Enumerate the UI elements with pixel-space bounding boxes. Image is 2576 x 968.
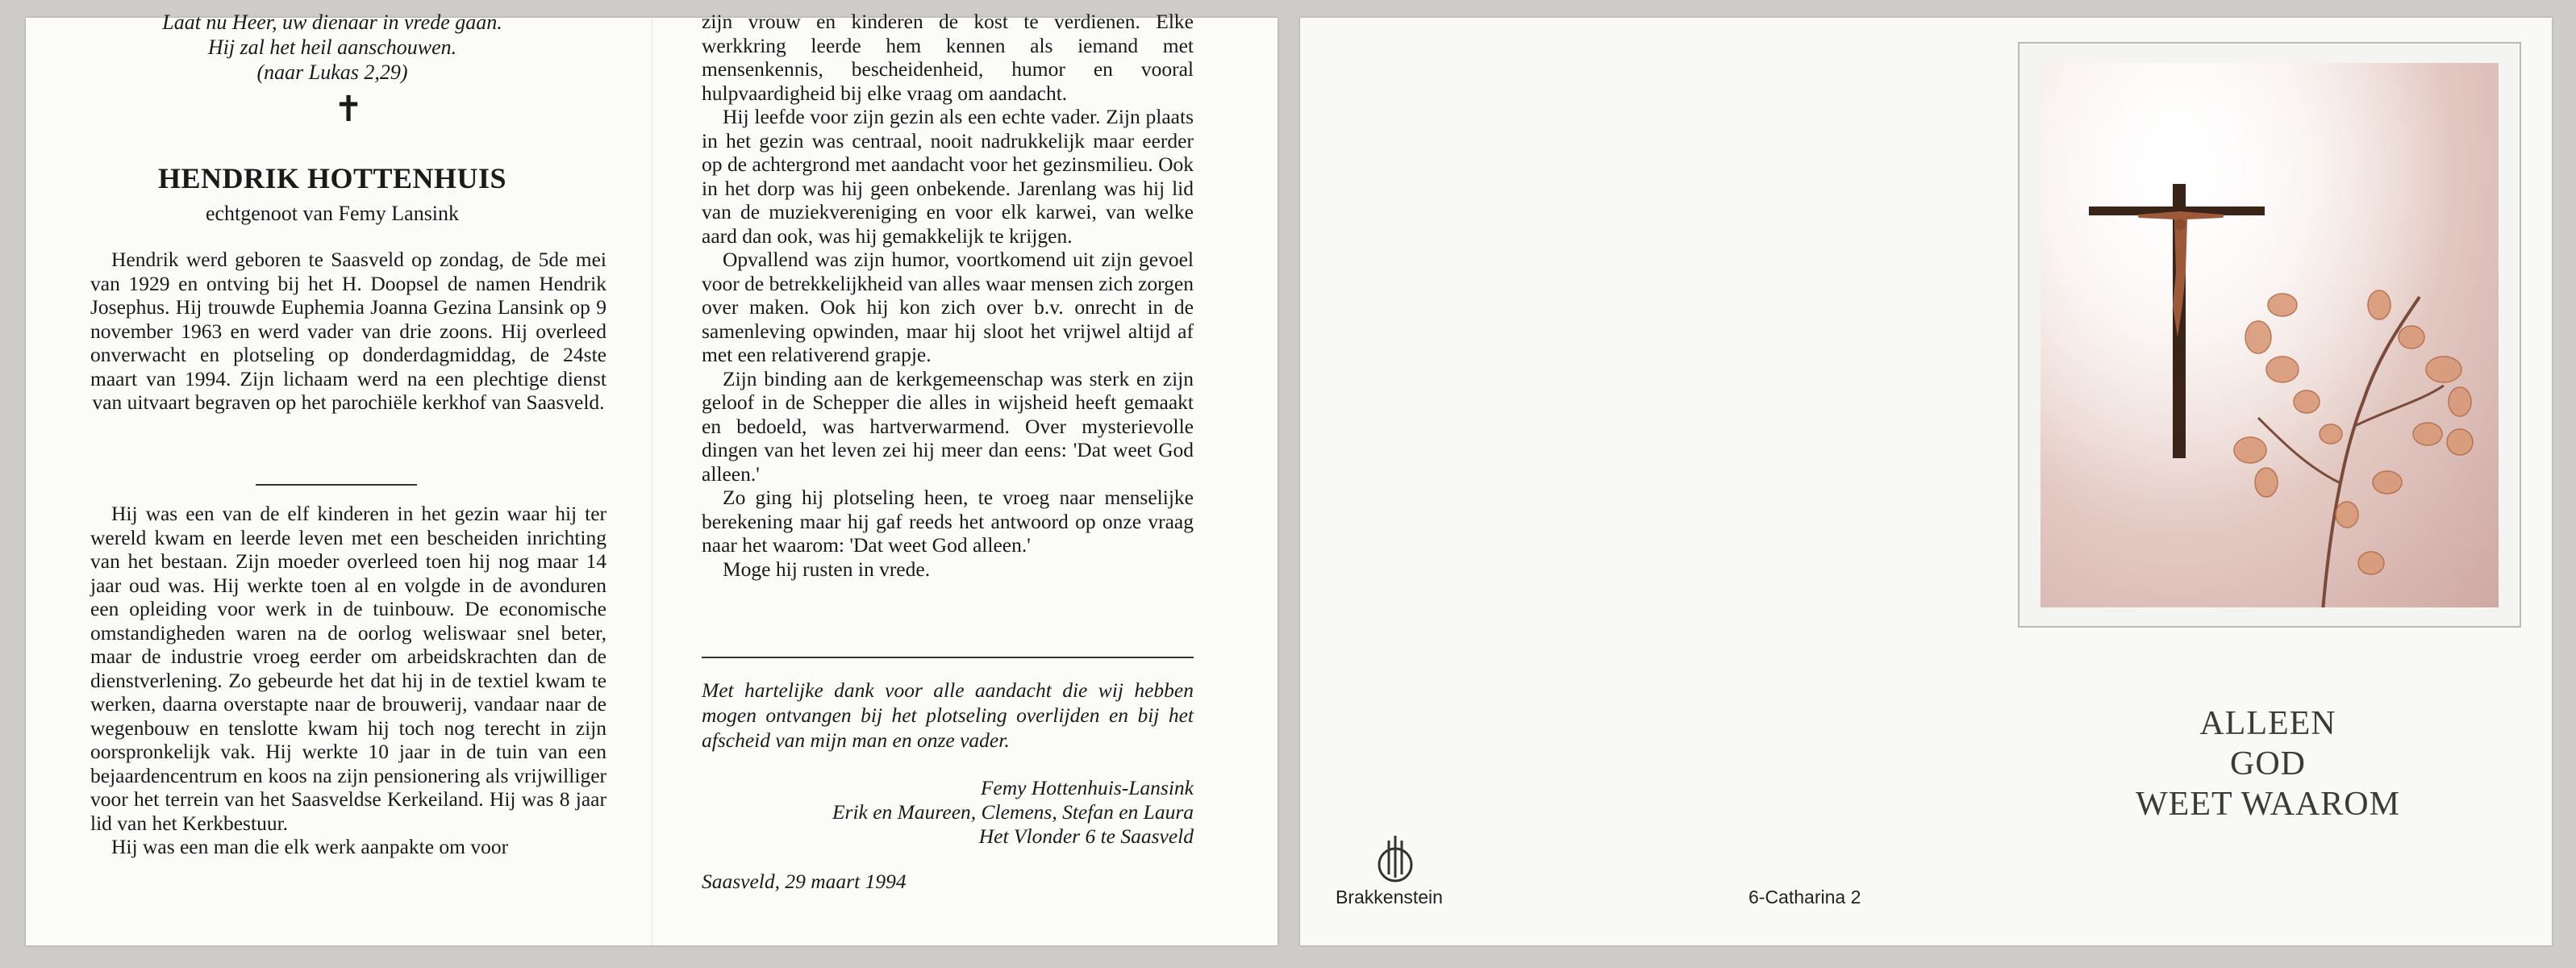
cross-icon: ✝ (333, 90, 364, 129)
biography-text: Hendrik werd geboren te Saasveld op zondag, de 5de mei van 1929 en ontving bij het H. Doopsel de namen Hendrik Josephus. Hij trouwde Euphemia Joanna Gezina Lansink op 9 november 1963 en werd vader van drie zoons. Hij overleed onverwacht en plotseling op donderdagmiddag, de 24ste maart van 1994. Zijn lichaam werd na een plechtige dienst van uitvaart begraven op het parochiële kerkhof van Saasveld. (90, 248, 606, 414)
spouse-line: echtgenoot van Femy Lansink (205, 202, 460, 225)
scripture-quote (90, 10, 574, 85)
card-code: 6-Catharina 2 (1749, 887, 1861, 908)
family-signature (702, 776, 1194, 849)
signature-address: Het Vlonder 6 te Saasveld (978, 824, 1194, 848)
deceased-name: HENDRIK HOTTENHUIS (157, 162, 507, 194)
quote-line-2: Hij zal het heil aanschouwen. (207, 35, 457, 59)
crucifix-photo (2040, 63, 2499, 607)
life-story-paragraph-1: Hij was een van de elf kinderen in het gezin waar hij ter wereld kwam en leerde leven met een bescheiden inrichting van het bestaan. Zijn moeder overleed toen hij nog maar 14 jaar oud was. Hij werkte toen al en volgde in de avonduren een opleiding voor werk in de tuinbouw. De economische omstandigheden waren na de oorlog weliswaar snel beter, maar de industrie vroeg eerder om arbeidskrachten dan de dienstverlening. Zo gebeurde het dat hij in de textiel kwam te werken, daarna overstapte naar de brouwerij, vandaar naar de wegenbouw en tenslotte kwam hij toch nog terecht in zijn oorspronkelijk vak. Hij werkte 10 jaar in de tuin van een bejaardencentrum en koos na zijn pensionering als vrijwilliger voor het terrein van het Saasveldse Kerkeiland. Hij was 8 jaar lid van het Kerkbestuur. (90, 502, 606, 835)
motto-line-2: GOD (2230, 745, 2306, 782)
place-date: Saasveld, 29 maart 1994 (702, 870, 907, 893)
prayer-card-outside (1300, 18, 2552, 945)
divider (702, 657, 1194, 658)
life-story-continued (702, 10, 1194, 581)
motto (2078, 703, 2457, 824)
life-story-paragraph-2: Hij was een man die elk werk aanpakte om voor (111, 835, 509, 858)
divider (256, 484, 417, 486)
continued-paragraph-2: Hij leefde voor zijn gezin als een echte vader. Zijn plaats in het gezin was centraal, nooit nadrukkelijk maar eerder op de achtergrond met aandacht voor het gezinsmilieu. Ook in het dorp was hij geen onbekende. Jarenlang was hij lid van de muziekvereniging en voor elk karwei, van welke aard dan ook, was hij gemakkelijk te krijgen. (702, 105, 1194, 248)
signature-children: Erik en Maureen, Clemens, Stefan en Laura (832, 800, 1194, 824)
continued-paragraph-4: Zijn binding aan de kerkgemeenschap was sterk en zijn geloof in de Schepper die alles in wijsheid heeft gemaakt en bedoeld, was hartverwarmend. Over mysterievolle dingen van het leven zei hij meer dan eens: 'Dat weet God alleen.' (702, 366, 1194, 486)
quote-line-1: Laat nu Heer, uw dienaar in vrede gaan. (162, 10, 502, 34)
quote-reference: (naar Lukas 2,29) (256, 60, 408, 84)
closing-prayer: Moge hij rusten in vrede. (723, 557, 931, 581)
crucifix-illustration (2040, 63, 2499, 607)
thank-you-note: Met hartelijke dank voor alle aandacht die wij hebben mogen ontvangen bij het plotseling overlijden en bij het afscheid van mijn man en onze vader. (702, 678, 1194, 752)
continued-paragraph-3: Opvallend was zijn humor, voortkomend uit zijn gevoel voor de betrekkelijkheid van alles waar mensen zich zorgen over maken. Ook hij kon zich over b.v. onrecht in de samenleving opwinden, maar hij sloot het vrijwel altijd af met een relativerend grapje. (702, 248, 1194, 366)
signature-widow: Femy Hottenhuis-Lansink (980, 776, 1194, 799)
life-story (90, 502, 606, 859)
biography (90, 248, 606, 415)
motto-line-1: ALLEEN (2199, 705, 2336, 742)
brakkenstein-logo-icon (1371, 832, 1419, 886)
photo-frame (2018, 42, 2521, 628)
inside-left-page (26, 10, 652, 945)
continued-paragraph-1: zijn vrouw en kinderen de kost te verdienen. Elke werkkring leerde hem kennen als iemand met mensenkennis, bescheidenheid, humor en vooral hulpvaardigheid bij elke vraag om aandacht. (702, 10, 1194, 105)
continued-paragraph-5: Zo ging hij plotseling heen, te vroeg naar menselijke berekening maar hij gaf reeds het antwoord op onze vraag naar het waarom: 'Dat weet God alleen.' (702, 486, 1194, 557)
prayer-card-inside (26, 10, 1278, 945)
publisher-name: Brakkenstein (1336, 887, 1443, 908)
inside-right-page (652, 10, 1278, 945)
motto-line-3: WEET WAAROM (2136, 786, 2400, 823)
